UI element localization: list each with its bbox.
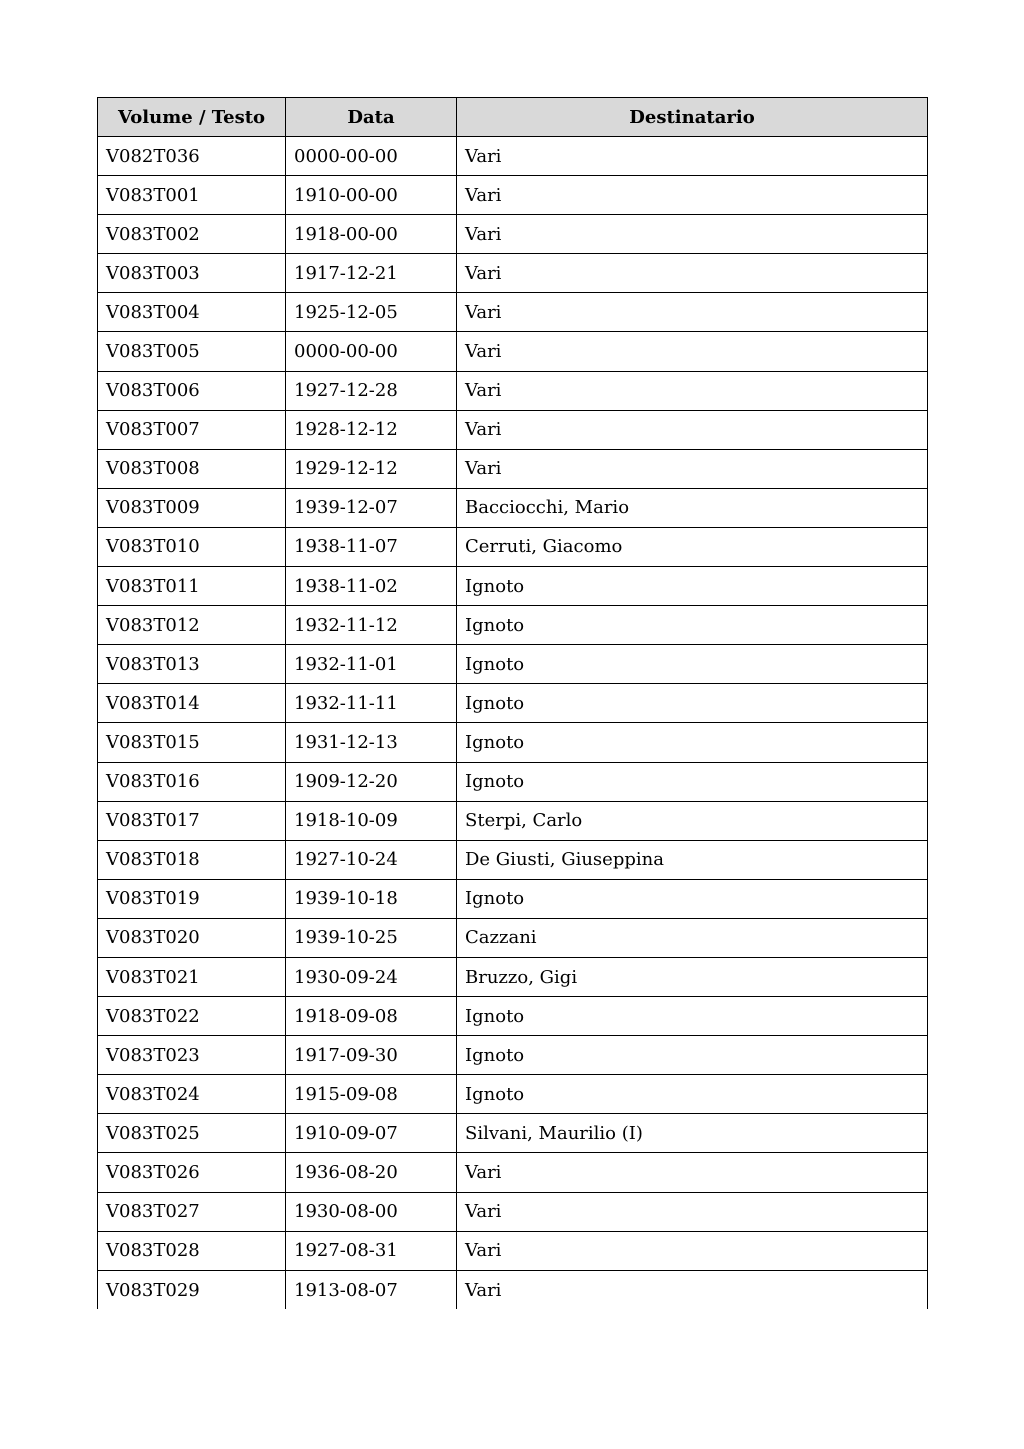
- cell-volume-testo: V083T022: [98, 997, 286, 1036]
- cell-data: 1927-10-24: [286, 840, 457, 879]
- cell-data: 1917-12-21: [286, 254, 457, 293]
- cell-data: 1927-12-28: [286, 371, 457, 410]
- cell-data: 1913-08-07: [286, 1270, 457, 1309]
- cell-volume-testo: V082T036: [98, 137, 286, 176]
- cell-volume-testo: V083T011: [98, 567, 286, 606]
- table-row: [98, 918, 928, 957]
- cell-volume-testo: V083T028: [98, 1231, 286, 1270]
- table-row: [98, 137, 928, 176]
- cell-data: 1930-08-00: [286, 1192, 457, 1231]
- cell-destinatario: Vari: [457, 215, 928, 254]
- cell-data: 1925-12-05: [286, 293, 457, 332]
- cell-volume-testo: V083T019: [98, 879, 286, 918]
- table-row: [98, 527, 928, 566]
- table-row: [98, 371, 928, 410]
- cell-volume-testo: V083T010: [98, 527, 286, 566]
- table-row: [98, 879, 928, 918]
- cell-volume-testo: V083T002: [98, 215, 286, 254]
- cell-data: 1932-11-12: [286, 606, 457, 645]
- cell-data: 1936-08-20: [286, 1153, 457, 1192]
- cell-destinatario: Vari: [457, 410, 928, 449]
- table-row: [98, 254, 928, 293]
- table-row: [98, 488, 928, 527]
- column-header-destinatario: Destinatario: [457, 98, 928, 137]
- cell-volume-testo: V083T029: [98, 1270, 286, 1309]
- table-row: [98, 215, 928, 254]
- cell-volume-testo: V083T007: [98, 410, 286, 449]
- cell-volume-testo: V083T014: [98, 684, 286, 723]
- cell-volume-testo: V083T017: [98, 801, 286, 840]
- cell-data: 1938-11-02: [286, 567, 457, 606]
- cell-volume-testo: V083T005: [98, 332, 286, 371]
- table-row: [98, 606, 928, 645]
- table-row: [98, 1114, 928, 1153]
- cell-destinatario: Vari: [457, 137, 928, 176]
- table-row: [98, 684, 928, 723]
- cell-data: 1928-12-12: [286, 410, 457, 449]
- table-row: [98, 332, 928, 371]
- cell-data: 1918-09-08: [286, 997, 457, 1036]
- cell-data: 0000-00-00: [286, 137, 457, 176]
- cell-data: 1909-12-20: [286, 762, 457, 801]
- cell-destinatario: Bruzzo, Gigi: [457, 957, 928, 996]
- cell-destinatario: Ignoto: [457, 1036, 928, 1075]
- cell-volume-testo: V083T023: [98, 1036, 286, 1075]
- cell-destinatario: Ignoto: [457, 567, 928, 606]
- cell-volume-testo: V083T025: [98, 1114, 286, 1153]
- cell-destinatario: Sterpi, Carlo: [457, 801, 928, 840]
- cell-data: 1939-10-18: [286, 879, 457, 918]
- cell-destinatario: Vari: [457, 1231, 928, 1270]
- cell-data: 1932-11-01: [286, 645, 457, 684]
- cell-data: 1918-10-09: [286, 801, 457, 840]
- table-row: [98, 840, 928, 879]
- cell-destinatario: Ignoto: [457, 762, 928, 801]
- cell-data: 1910-00-00: [286, 176, 457, 215]
- cell-destinatario: Vari: [457, 332, 928, 371]
- cell-destinatario: De Giusti, Giuseppina: [457, 840, 928, 879]
- cell-destinatario: Vari: [457, 1270, 928, 1309]
- cell-volume-testo: V083T020: [98, 918, 286, 957]
- cell-volume-testo: V083T018: [98, 840, 286, 879]
- column-header-volume-testo: Volume / Testo: [98, 98, 286, 137]
- cell-data: 1938-11-07: [286, 527, 457, 566]
- table-row: [98, 1036, 928, 1075]
- cell-destinatario: Ignoto: [457, 723, 928, 762]
- cell-destinatario: Vari: [457, 1153, 928, 1192]
- cell-volume-testo: V083T009: [98, 488, 286, 527]
- cell-destinatario: Vari: [457, 371, 928, 410]
- cell-data: 1910-09-07: [286, 1114, 457, 1153]
- table-row: [98, 410, 928, 449]
- table-row: [98, 1075, 928, 1114]
- cell-volume-testo: V083T001: [98, 176, 286, 215]
- table-row: [98, 176, 928, 215]
- cell-destinatario: Vari: [457, 176, 928, 215]
- table-row: [98, 1231, 928, 1270]
- table-header-row: [98, 98, 928, 137]
- cell-destinatario: Ignoto: [457, 684, 928, 723]
- table-row: [98, 957, 928, 996]
- table-body: [98, 137, 928, 1310]
- table-row: [98, 1270, 928, 1309]
- cell-volume-testo: V083T004: [98, 293, 286, 332]
- table-row: [98, 997, 928, 1036]
- cell-data: 1929-12-12: [286, 449, 457, 488]
- cell-volume-testo: V083T027: [98, 1192, 286, 1231]
- records-table: [97, 97, 928, 1309]
- cell-data: 0000-00-00: [286, 332, 457, 371]
- cell-data: 1931-12-13: [286, 723, 457, 762]
- cell-data: 1939-10-25: [286, 918, 457, 957]
- cell-volume-testo: V083T013: [98, 645, 286, 684]
- cell-volume-testo: V083T021: [98, 957, 286, 996]
- table-row: [98, 801, 928, 840]
- table-row: [98, 723, 928, 762]
- cell-destinatario: Vari: [457, 449, 928, 488]
- cell-volume-testo: V083T008: [98, 449, 286, 488]
- cell-destinatario: Ignoto: [457, 645, 928, 684]
- cell-volume-testo: V083T026: [98, 1153, 286, 1192]
- cell-volume-testo: V083T003: [98, 254, 286, 293]
- table-row: [98, 293, 928, 332]
- cell-volume-testo: V083T016: [98, 762, 286, 801]
- cell-data: 1930-09-24: [286, 957, 457, 996]
- cell-destinatario: Ignoto: [457, 997, 928, 1036]
- cell-destinatario: Silvani, Maurilio (I): [457, 1114, 928, 1153]
- table-row: [98, 1192, 928, 1231]
- cell-destinatario: Cazzani: [457, 918, 928, 957]
- table-row: [98, 567, 928, 606]
- cell-data: 1939-12-07: [286, 488, 457, 527]
- cell-destinatario: Vari: [457, 293, 928, 332]
- table-row: [98, 1153, 928, 1192]
- cell-destinatario: Vari: [457, 1192, 928, 1231]
- cell-volume-testo: V083T015: [98, 723, 286, 762]
- cell-destinatario: Vari: [457, 254, 928, 293]
- cell-data: 1917-09-30: [286, 1036, 457, 1075]
- table-row: [98, 762, 928, 801]
- cell-data: 1927-08-31: [286, 1231, 457, 1270]
- cell-destinatario: Ignoto: [457, 1075, 928, 1114]
- cell-destinatario: Ignoto: [457, 606, 928, 645]
- cell-volume-testo: V083T006: [98, 371, 286, 410]
- cell-destinatario: Ignoto: [457, 879, 928, 918]
- cell-destinatario: Cerruti, Giacomo: [457, 527, 928, 566]
- cell-volume-testo: V083T012: [98, 606, 286, 645]
- cell-volume-testo: V083T024: [98, 1075, 286, 1114]
- cell-data: 1915-09-08: [286, 1075, 457, 1114]
- cell-data: 1918-00-00: [286, 215, 457, 254]
- table-row: [98, 449, 928, 488]
- cell-destinatario: Bacciocchi, Mario: [457, 488, 928, 527]
- table-row: [98, 645, 928, 684]
- cell-data: 1932-11-11: [286, 684, 457, 723]
- column-header-data: Data: [286, 98, 457, 137]
